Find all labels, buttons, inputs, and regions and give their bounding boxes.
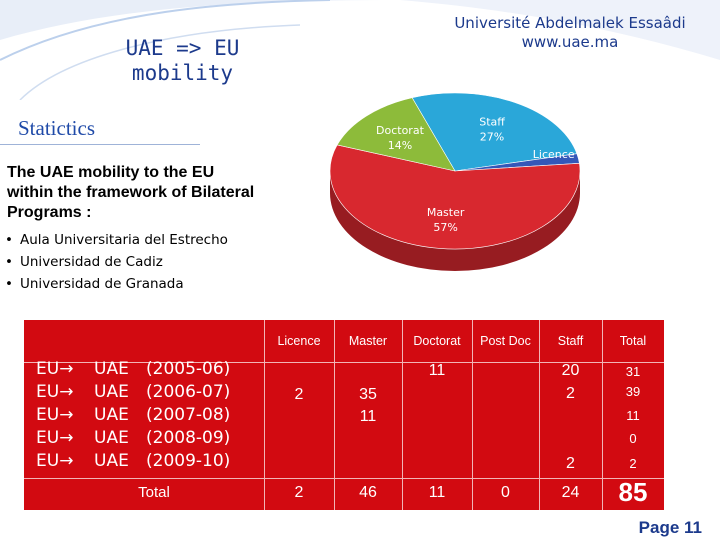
row-labels [36, 358, 230, 473]
cell-staff: 20 [561, 362, 580, 379]
col-header-staff: Staff [557, 334, 584, 348]
section-divider [0, 144, 200, 145]
sum-postdoc: 0 [501, 484, 510, 501]
sum-master: 46 [359, 484, 377, 501]
pie-pct-doctorat: 14% [387, 138, 413, 152]
col-header-postdoc: Post Doc [480, 334, 531, 348]
cell-master: 35 [359, 386, 377, 403]
logo-line-1: UAE => EU [125, 36, 240, 60]
cell-total: 2 [629, 456, 637, 471]
table-row-label: EU→ UAE (2009-10) [36, 451, 231, 471]
pie-label-licence: Licence [532, 147, 575, 161]
table-row-label: EU→ UAE (2007-08) [36, 405, 231, 425]
row-divider [24, 478, 664, 479]
cell-staff: 2 [566, 385, 575, 402]
cell-doctorat: 11 [428, 362, 446, 379]
pie-pct-staff: 27% [479, 130, 505, 144]
sum-doctorat: 11 [428, 484, 446, 501]
sum-staff: 24 [561, 484, 580, 501]
intro-text: The UAE mobility to the EU within the framework of Bilateral Programs : [7, 164, 255, 221]
partner-list [5, 229, 228, 295]
table-row-label: EU→ UAE (2006-07) [36, 382, 231, 402]
logo-title [95, 36, 270, 86]
col-header-doctorat: Doctorat [413, 334, 461, 348]
partner-item: • Aula Universitaria del Estrecho [5, 229, 228, 251]
cell-total: 39 [625, 384, 641, 399]
col-header-licence: Licence [277, 334, 321, 348]
university-url: www.uae.ma [521, 33, 619, 51]
pie-label-doctorat: Doctorat [376, 123, 424, 137]
university-block [420, 14, 720, 52]
partner-item: • Universidad de Cadiz [5, 251, 228, 273]
table-row-label: EU→ UAE (2005-06) [36, 359, 231, 379]
pie-label-master: Master [426, 206, 465, 220]
cell-total: 0 [629, 431, 637, 446]
university-name: Université Abdelmalek Essaâdi [454, 14, 686, 32]
mobility-pie-chart [310, 76, 610, 296]
table-row-label: EU→ UAE (2008-09) [36, 428, 231, 448]
page-number: Page 11 [638, 518, 702, 537]
sum-licence: 2 [294, 484, 304, 501]
logo-line-2: mobility [131, 61, 234, 85]
cell-licence: 2 [294, 386, 304, 403]
sum-row-label: Total [138, 484, 170, 501]
sum-grand-total: 85 [618, 477, 648, 507]
pie-svg [310, 76, 610, 296]
cell-total: 11 [626, 408, 640, 423]
cell-total: 31 [625, 364, 641, 379]
pie-pct-master: 57% [433, 221, 458, 235]
col-header-master: Master [348, 334, 388, 348]
col-header-total: Total [619, 334, 647, 348]
partner-item: • Universidad de Granada [5, 273, 228, 295]
section-title: Statictics [18, 116, 95, 140]
cell-staff: 2 [566, 455, 575, 472]
pie-label-staff: Staff [479, 115, 505, 129]
cell-master: 11 [359, 408, 377, 425]
